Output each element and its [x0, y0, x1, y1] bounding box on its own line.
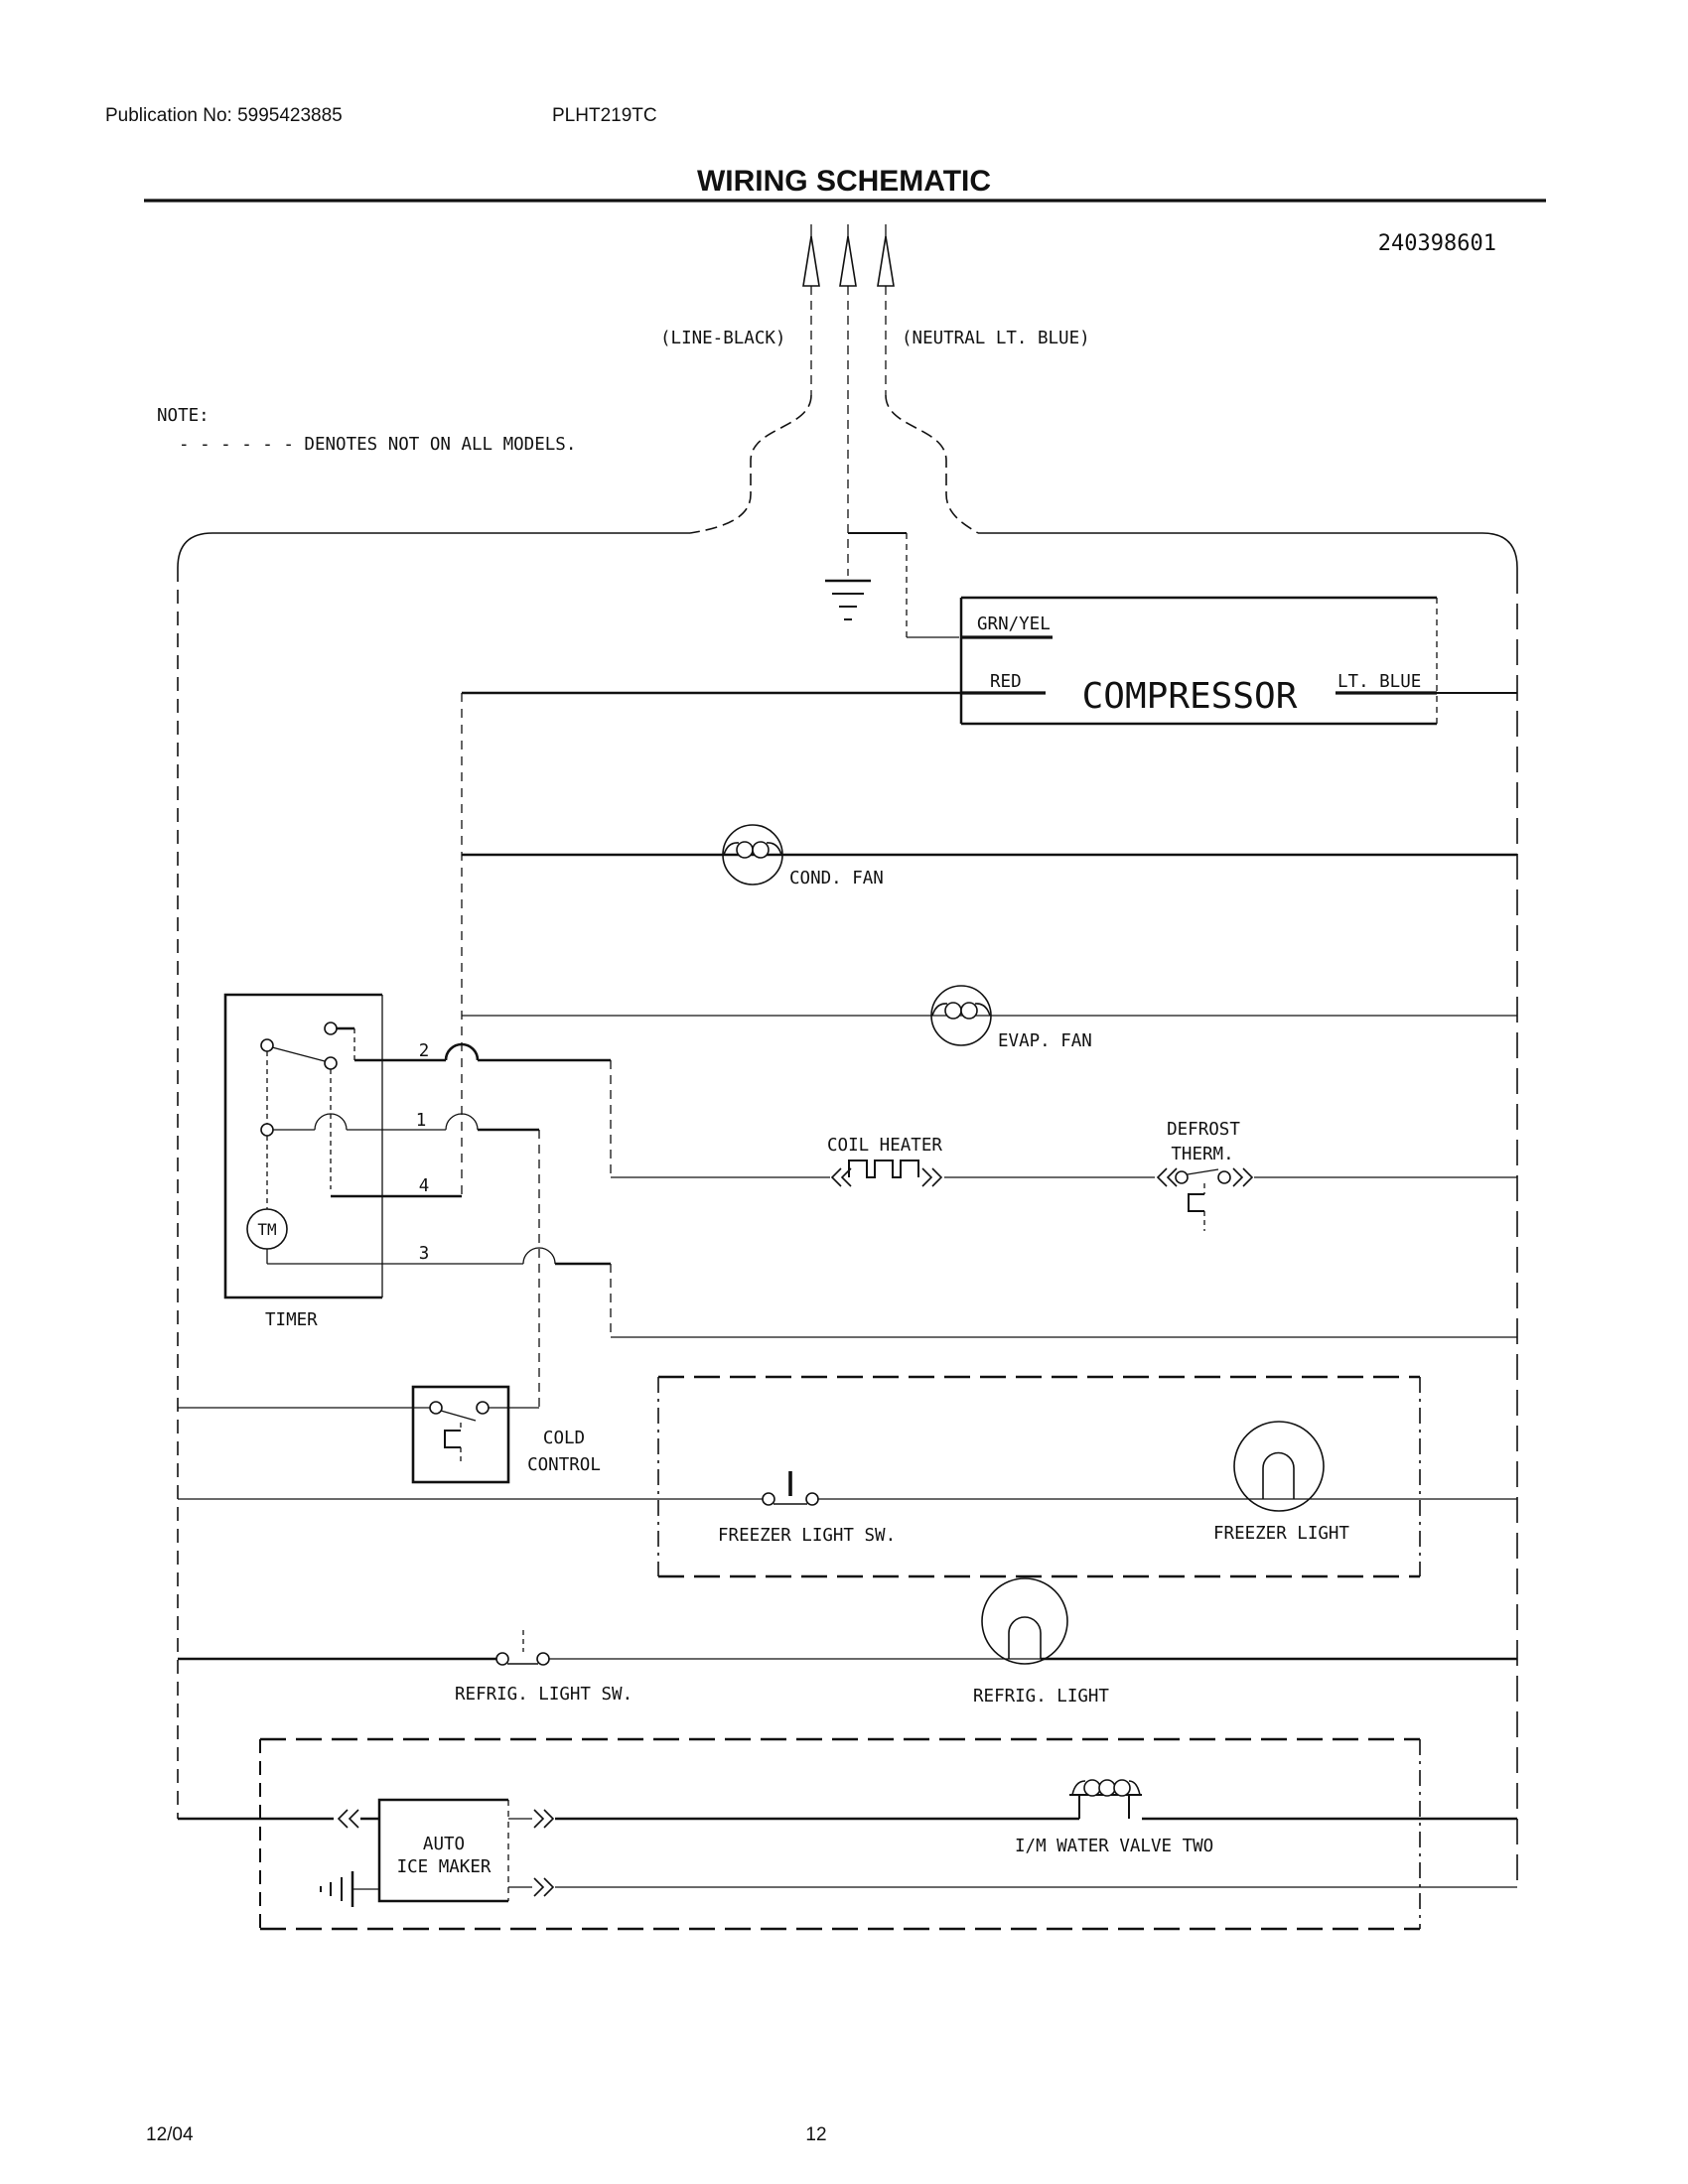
model-number: PLHT219TC	[552, 105, 657, 126]
ice-maker-ground-icon	[321, 1871, 379, 1907]
supply-loop-frame	[178, 533, 1517, 1887]
timer-contact-1	[261, 1124, 273, 1136]
publication-number: Publication No: 5995423885	[105, 105, 343, 126]
defrost-therm-label-1: DEFROST	[1167, 1120, 1240, 1140]
water-valve-coil-icon	[1069, 1780, 1142, 1819]
timer-motor-label: TM	[257, 1220, 277, 1239]
note-block	[157, 406, 576, 455]
evap-fan-circuit	[462, 986, 1517, 1051]
timer-label: TIMER	[265, 1310, 318, 1330]
timer-motor-return	[611, 1264, 1517, 1337]
cold-control-label-1: COLD	[542, 1429, 586, 1448]
freezer-light-sw-label: FREEZER LIGHT SW.	[718, 1526, 897, 1546]
timer-arm-tip-contact	[325, 1057, 337, 1069]
red-label: RED	[990, 672, 1022, 692]
timer-contact-2	[325, 1023, 337, 1034]
ice-maker-label-1: AUTO	[422, 1835, 466, 1854]
ice-maker-section	[178, 1739, 1517, 1929]
cond-fan-circuit	[462, 825, 1517, 888]
compressor-box	[961, 598, 1437, 724]
freezer-section	[178, 1377, 1517, 1576]
footer-date: 12/04	[146, 2124, 194, 2145]
water-valve-label: I/M WATER VALVE TWO	[1015, 1837, 1214, 1856]
note-label: NOTE:	[157, 406, 210, 426]
frame-top-right	[978, 533, 1517, 568]
timer-switch-arm	[272, 1047, 325, 1061]
ice-connector-out-top-icon	[534, 1810, 553, 1828]
neutral-prong-arrow-icon	[878, 224, 894, 395]
line-prong-arrow-icon	[803, 224, 819, 395]
neutral-cord-curve	[886, 395, 978, 533]
ground-prong-arrow-icon	[840, 224, 856, 576]
neutral-label: (NEUTRAL LT. BLUE)	[902, 329, 1090, 348]
refrig-light-switch	[496, 1630, 549, 1665]
defrost-therm-symbol	[1158, 1168, 1252, 1231]
refrig-light-lamp-icon	[982, 1578, 1067, 1664]
refrig-light-label: REFRIG. LIGHT	[973, 1687, 1109, 1706]
line-cord-curve	[690, 395, 811, 533]
power-plug	[660, 224, 1090, 637]
defrost-therm-label-2: THERM.	[1171, 1145, 1234, 1164]
cold-control-block	[178, 1130, 601, 1482]
page-title: WIRING SCHEMATIC	[696, 165, 992, 198]
footer-page-number: 12	[805, 2124, 827, 2145]
freezer-light-switch	[763, 1471, 818, 1505]
part-number: 240398601	[1377, 231, 1496, 256]
coil-heater-resistor-icon	[849, 1160, 918, 1177]
evap-fan-label: EVAP. FAN	[998, 1031, 1092, 1051]
page-footer	[146, 2124, 827, 2145]
lt-blue-label: LT. BLUE	[1337, 672, 1422, 692]
defrost-circuit	[611, 1060, 1517, 1231]
refrig-light-circuit	[178, 1578, 1517, 1706]
ice-connector-left-icon	[339, 1810, 358, 1828]
cold-control-label-2: CONTROL	[527, 1455, 601, 1475]
note-text: - - - - - - DENOTES NOT ON ALL MODELS.	[179, 435, 577, 455]
line-label: (LINE-BLACK)	[660, 329, 786, 348]
terminal-3-label: 3	[418, 1244, 430, 1264]
terminal-2-label: 2	[418, 1041, 430, 1061]
freezer-light-label: FREEZER LIGHT	[1213, 1524, 1349, 1544]
grn-yel-label: GRN/YEL	[977, 614, 1051, 634]
auto-ice-maker-box	[379, 1800, 508, 1901]
ice-maker-label-2: ICE MAKER	[396, 1857, 492, 1877]
ground-icon	[825, 581, 871, 619]
page-header	[105, 105, 1546, 256]
ice-connector-out-bottom-icon	[534, 1878, 553, 1896]
terminal-4-label: 4	[418, 1176, 430, 1196]
compressor-label: COMPRESSOR	[1081, 676, 1298, 717]
coil-heater-label: COIL HEATER	[827, 1136, 942, 1156]
cond-fan-label: COND. FAN	[789, 869, 884, 888]
connector-chevrons-right-icon	[922, 1168, 941, 1186]
cold-control-box	[413, 1387, 508, 1482]
terminal-1-label: 1	[415, 1111, 427, 1131]
freezer-light-lamp-icon	[1234, 1422, 1324, 1511]
refrig-light-sw-label: REFRIG. LIGHT SW.	[455, 1685, 633, 1705]
timer-box	[225, 995, 382, 1297]
cold-control-arm	[441, 1411, 476, 1421]
timer-pivot-contact	[261, 1039, 273, 1051]
frame-top-left	[178, 533, 690, 568]
timer-block	[225, 995, 611, 1330]
